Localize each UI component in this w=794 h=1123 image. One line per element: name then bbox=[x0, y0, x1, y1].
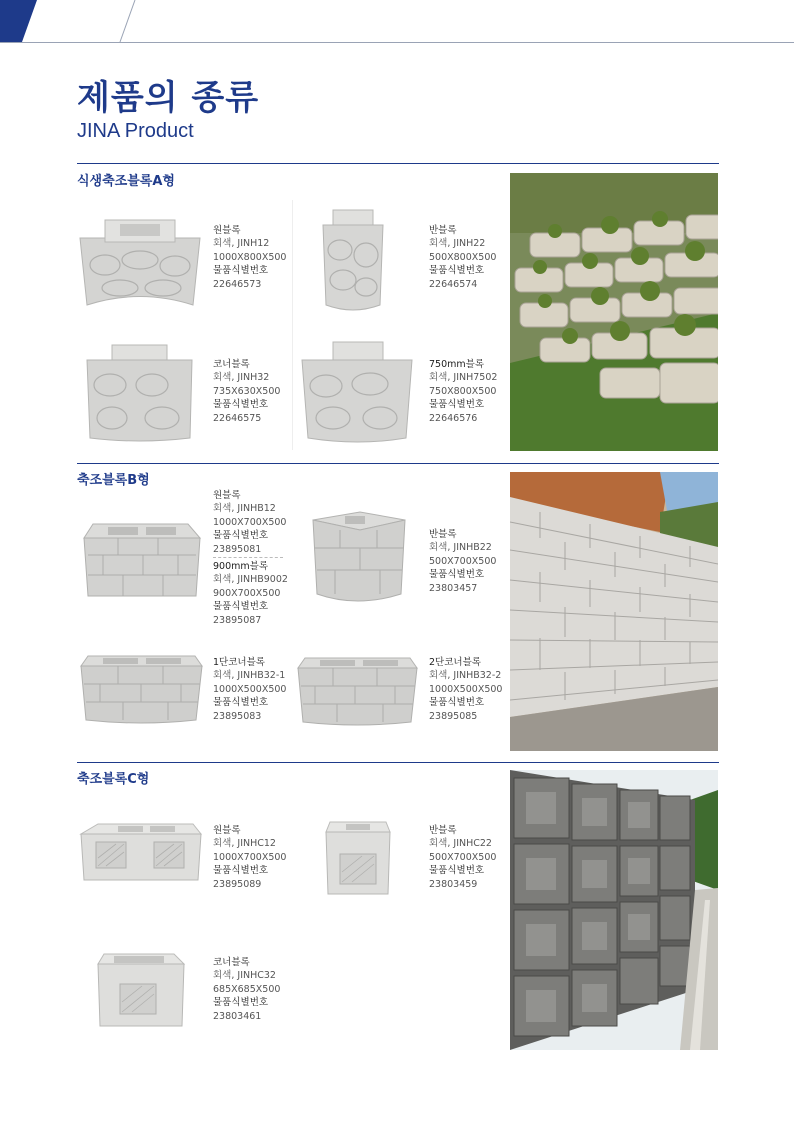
product-c1 bbox=[213, 824, 286, 891]
section-b-rule bbox=[77, 463, 719, 464]
product-size: 1000X700X500 bbox=[213, 851, 287, 863]
product-a1 bbox=[213, 224, 286, 291]
product-a3 bbox=[213, 358, 280, 425]
product-name: 원블록 bbox=[213, 225, 241, 236]
stone-retaining-wall-photo bbox=[510, 472, 718, 751]
product-spec: 회색, JINHB32-1 bbox=[213, 670, 286, 682]
product-id-label: 물품식별번호 bbox=[429, 399, 485, 411]
product-id-label: 물품식별번호 bbox=[213, 865, 269, 877]
header-divider bbox=[120, 0, 135, 42]
product-size: 500X800X500 bbox=[429, 251, 497, 263]
product-spec: 회색, JINHC32 bbox=[213, 970, 276, 982]
product-spec: 회색, JINHB32-2 bbox=[429, 670, 502, 682]
section-c-rule bbox=[77, 762, 719, 763]
product-name: 900mm블록 bbox=[213, 561, 268, 572]
vegetated-retaining-wall-photo bbox=[510, 173, 718, 451]
product-spec: 회색, JINH32 bbox=[213, 372, 270, 384]
section-a-title: 식생축조블록A형 bbox=[77, 174, 175, 189]
product-size: 735X630X500 bbox=[213, 385, 281, 397]
product-spec: 회색, JINHB9002 bbox=[213, 574, 288, 586]
header-accent-shape bbox=[0, 0, 37, 42]
stone-block-corner-1-icon bbox=[78, 650, 205, 725]
product-id-label: 물품식별번호 bbox=[429, 865, 485, 877]
product-spec: 회색, JINH22 bbox=[429, 238, 486, 250]
product-id: 23895085 bbox=[429, 710, 478, 722]
product-size: 1000X500X500 bbox=[429, 683, 503, 695]
pattern-block-half-icon bbox=[322, 818, 394, 898]
pattern-block-full-icon bbox=[78, 820, 203, 885]
product-a4 bbox=[429, 358, 497, 425]
section-c-title: 축조블록C형 bbox=[77, 772, 150, 787]
product-spec: 회색, JINHC12 bbox=[213, 838, 276, 850]
product-id-label: 물품식별번호 bbox=[213, 530, 269, 542]
pattern-block-corner-icon bbox=[94, 950, 189, 1030]
product-id-label: 물품식별번호 bbox=[213, 697, 269, 709]
planter-block-full-icon bbox=[75, 210, 205, 310]
product-id-label: 물품식별번호 bbox=[429, 265, 485, 277]
product-b5 bbox=[429, 656, 502, 723]
product-spec: 회색, JINHC22 bbox=[429, 838, 492, 850]
product-id-label: 물품식별번호 bbox=[429, 697, 485, 709]
product-id: 23803461 bbox=[213, 1010, 262, 1022]
product-size: 1000X500X500 bbox=[213, 683, 287, 695]
product-spec: 회색, JINHB22 bbox=[429, 542, 492, 554]
product-size: 1000X800X500 bbox=[213, 251, 287, 263]
planter-block-half-icon bbox=[318, 205, 388, 315]
product-size: 500X700X500 bbox=[429, 851, 497, 863]
product-a2 bbox=[429, 224, 496, 291]
product-id: 22646574 bbox=[429, 278, 478, 290]
product-b1 bbox=[213, 489, 286, 556]
product-id-label: 물품식별번호 bbox=[429, 569, 485, 581]
product-name: 원블록 bbox=[213, 825, 241, 836]
product-id: 22646575 bbox=[213, 412, 262, 424]
product-name: 반블록 bbox=[429, 225, 457, 236]
product-divider bbox=[213, 557, 283, 558]
product-name: 반블록 bbox=[429, 529, 457, 540]
stone-block-full-icon bbox=[78, 520, 203, 600]
product-b3 bbox=[429, 528, 496, 595]
product-name: 반블록 bbox=[429, 825, 457, 836]
planter-block-750-icon bbox=[298, 338, 416, 446]
product-name: 코너블록 bbox=[213, 359, 250, 370]
planter-block-corner-icon bbox=[82, 340, 197, 445]
stone-block-corner-2-icon bbox=[295, 652, 420, 727]
product-id: 23803459 bbox=[429, 878, 478, 890]
stone-block-half-icon bbox=[305, 508, 410, 608]
product-id-label: 물품식별번호 bbox=[213, 601, 269, 613]
product-size: 750X800X500 bbox=[429, 385, 497, 397]
product-id: 23895083 bbox=[213, 710, 262, 722]
product-c3 bbox=[213, 956, 280, 1023]
product-name: 750mm블록 bbox=[429, 359, 484, 370]
product-size: 1000X700X500 bbox=[213, 516, 287, 528]
product-id: 23895087 bbox=[213, 614, 262, 626]
pattern-retaining-wall-photo bbox=[510, 770, 718, 1050]
product-size: 900X700X500 bbox=[213, 587, 281, 599]
column-separator bbox=[292, 200, 293, 450]
section-a-rule bbox=[77, 163, 719, 164]
header-bar bbox=[0, 0, 794, 44]
product-id: 23803457 bbox=[429, 582, 478, 594]
page-title: 제품의 종류 bbox=[77, 78, 260, 118]
product-id-label: 물품식별번호 bbox=[213, 399, 269, 411]
product-name: 1단코너블록 bbox=[213, 657, 265, 668]
product-c2 bbox=[429, 824, 496, 891]
product-spec: 회색, JINH7502 bbox=[429, 372, 498, 384]
product-size: 685X685X500 bbox=[213, 983, 281, 995]
product-b2 bbox=[213, 560, 288, 627]
product-id: 23895081 bbox=[213, 543, 262, 555]
product-b4 bbox=[213, 656, 286, 723]
product-id-label: 물품식별번호 bbox=[213, 997, 269, 1009]
product-spec: 회색, JINH12 bbox=[213, 238, 270, 250]
page-subtitle: JINA Product bbox=[77, 120, 194, 142]
product-id: 23895089 bbox=[213, 878, 262, 890]
product-id: 22646576 bbox=[429, 412, 478, 424]
product-name: 2단코너블록 bbox=[429, 657, 481, 668]
header-rule bbox=[0, 42, 794, 43]
product-name: 원블록 bbox=[213, 490, 241, 501]
section-b-title: 축조블록B형 bbox=[77, 473, 150, 488]
product-id-label: 물품식별번호 bbox=[213, 265, 269, 277]
product-spec: 회색, JINHB12 bbox=[213, 503, 276, 515]
product-size: 500X700X500 bbox=[429, 555, 497, 567]
product-id: 22646573 bbox=[213, 278, 262, 290]
product-name: 코너블록 bbox=[213, 957, 250, 968]
